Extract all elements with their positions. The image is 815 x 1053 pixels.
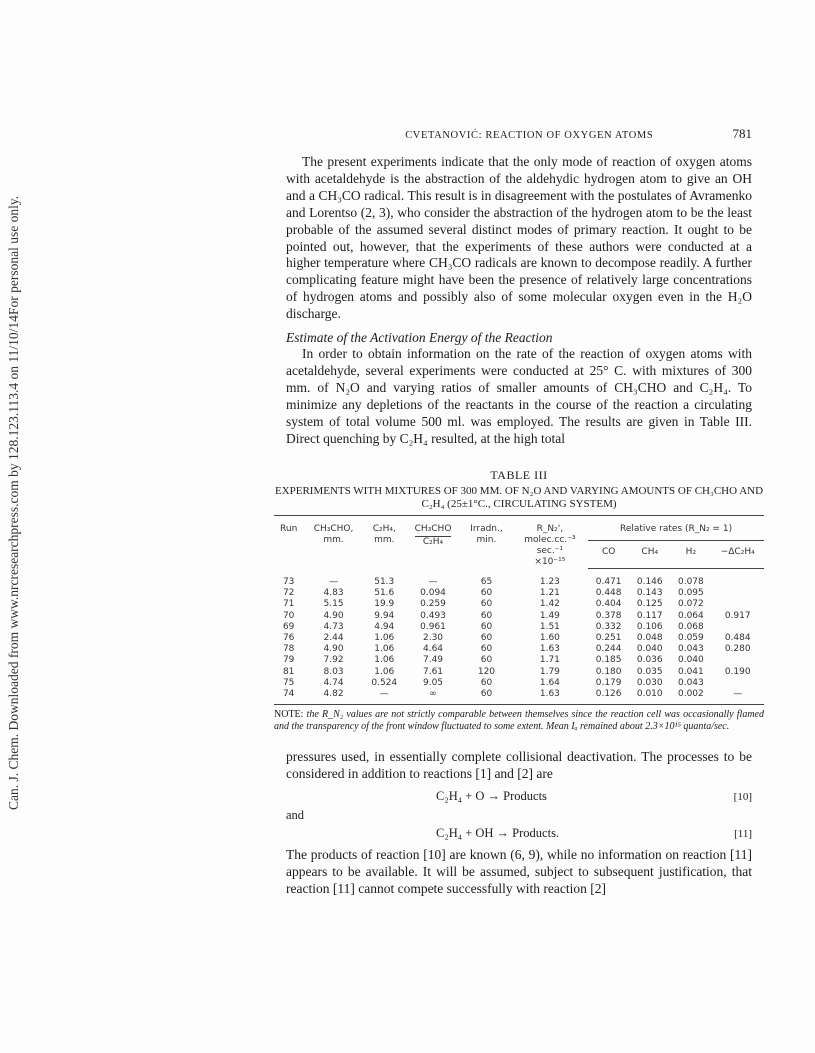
cell-rn2: 1.42 xyxy=(539,599,560,610)
cell-ch3cho: 4.82 xyxy=(303,689,363,705)
cell-ratio: 0.493 xyxy=(420,610,446,621)
equation-11-expr: C₂H₄ + OH → Products. xyxy=(436,826,560,841)
cell-ch4: 0.143 xyxy=(636,588,663,599)
cell-h2: 0.041 xyxy=(677,666,704,677)
equation-10 xyxy=(286,787,752,806)
cell-c2h4: 1.06 xyxy=(374,644,395,655)
table-row xyxy=(274,689,764,705)
col-dc2h4: −ΔC₂H₄ xyxy=(711,541,764,569)
table-caption xyxy=(272,485,766,511)
cell-ch3cho: 7.92 xyxy=(323,655,344,666)
col-rn2: R_N₂', molec.cc.⁻³ sec.⁻¹ ×10⁻¹⁵ xyxy=(512,515,588,569)
cell-ratio: 9.05 xyxy=(422,677,444,688)
cell-irr: 60 xyxy=(480,644,493,655)
cell-irr: 60 xyxy=(480,599,493,610)
cell-irr: 60 xyxy=(480,655,493,666)
cell-h2: 0.043 xyxy=(677,644,704,655)
cell-rn2: 1.49 xyxy=(539,610,560,621)
cell-c2h4: 1.06 xyxy=(374,666,395,677)
and-word: and xyxy=(286,808,305,823)
watermark-line-1: Can. J. Chem. Downloaded from www.nrcresearchpress.com by 128.123.113.4 on 11/10/14 xyxy=(6,315,21,810)
cell-irr: 60 xyxy=(480,621,493,632)
cell-ch4: 0.030 xyxy=(636,677,663,688)
cell-ratio: 0.094 xyxy=(420,588,446,599)
cell-ch3cho: 8.03 xyxy=(323,666,344,677)
section-heading: Estimate of the Activation Energy of the Reaction xyxy=(286,330,553,346)
cell-dc2h4: — xyxy=(711,689,764,705)
cell-dc2h4: 0.280 xyxy=(724,644,751,655)
cell-ch3cho: 2.44 xyxy=(323,633,344,644)
cell-irr: 60 xyxy=(480,633,493,644)
paragraph-4: The products of reaction [10] are known (6, 9), while no information on reaction [11] appears to be available. It will be assumed, subject to subsequent justification, that reaction [11] cannot compete successfully with reaction [2] xyxy=(286,847,752,896)
cell-ch3cho: 4.73 xyxy=(323,621,344,632)
data-table xyxy=(274,515,764,706)
cell-ratio: 0.961 xyxy=(420,621,446,632)
table-row xyxy=(274,633,764,644)
note-label: NOTE: xyxy=(274,709,304,721)
cell-run: 70 xyxy=(282,610,295,621)
cell-c2h4: 19.9 xyxy=(374,599,395,610)
cell-h2: 0.043 xyxy=(677,677,704,688)
table-note xyxy=(274,709,764,733)
col-ratio: $\frac{\text{CH₃CHO}}{\text{C₂H₄}}$ xyxy=(405,515,461,569)
cell-rn2: 1.21 xyxy=(539,588,560,599)
running-header xyxy=(286,126,752,142)
cell-co: 0.404 xyxy=(595,599,622,610)
col-run: Run xyxy=(274,515,303,569)
cell-rn2: 1.64 xyxy=(539,677,560,688)
cell-run: 72 xyxy=(282,588,295,599)
cell-ratio: — xyxy=(428,576,438,587)
table-row xyxy=(274,678,764,689)
table-row xyxy=(274,588,764,599)
note-text: the R_N₂ values are not strictly comparable between themselves since the reaction cell was occasionally flamed and the transparency of the front window fluctuated to some extent. Mean Iₐ remained about 2.3×10¹⁵ quanta/sec. xyxy=(274,709,764,733)
cell-ch3cho: 4.74 xyxy=(323,677,344,688)
cell-dc2h4 xyxy=(711,655,764,666)
cell-ch4: 0.010 xyxy=(629,689,670,705)
cell-run: 78 xyxy=(282,644,295,655)
cell-ratio: 2.30 xyxy=(422,633,444,644)
table-row xyxy=(274,644,764,655)
cell-h2: 0.064 xyxy=(677,610,704,621)
cell-rn2: 1.23 xyxy=(539,576,560,587)
cell-h2: 0.072 xyxy=(677,599,704,610)
cell-rn2: 1.51 xyxy=(539,621,560,632)
cell-run: 74 xyxy=(274,689,303,705)
cell-ratio: 0.259 xyxy=(420,599,446,610)
paragraph-1: The present experiments indicate that the only mode of reaction of oxygen atoms with acetaldehyde is the abstraction of the aldehydic hydrogen atom to give an OH and a CH₃CO radical. This result is in disagreement with the postulates of Avramenko and Lorentso (2, 3), who consider the abstraction of the hydrogen atom to be the least probable of the assumed several distinct modes of primary reaction. It ought to be pointed out, however, that the experiments of these authors were conducted at a higher temperature where CH₃CO radicals are known to decompose readily. A further complicating feature might have been the presence of relatively large concentrations of hydrogen atoms and possibly also of some molecular oxygen even in the H₂O discharge. xyxy=(286,154,752,322)
cell-rn2: 1.63 xyxy=(539,644,560,655)
cell-ch3cho: — xyxy=(329,576,339,587)
cell-c2h4: 51.6 xyxy=(374,588,395,599)
col-group-relative-rates: Relative rates (R_N₂ = 1) xyxy=(588,515,764,541)
cell-ch3cho: 4.90 xyxy=(323,610,344,621)
cell-ch3cho: 4.90 xyxy=(323,644,344,655)
cell-irr: 60 xyxy=(461,689,512,705)
cell-ratio: ∞ xyxy=(405,689,461,705)
cell-h2: 0.078 xyxy=(677,577,704,587)
cell-co: 0.244 xyxy=(595,644,622,655)
cell-ch3cho: 4.83 xyxy=(323,588,344,599)
table-row xyxy=(274,667,764,678)
cell-ch3cho: 5.15 xyxy=(323,599,344,610)
cell-rn2: 1.63 xyxy=(512,689,588,705)
cell-c2h4: 51.3 xyxy=(374,576,395,587)
cell-h2: 0.002 xyxy=(670,689,711,705)
cell-c2h4: 1.06 xyxy=(374,655,395,666)
table-row xyxy=(274,599,764,610)
table-row xyxy=(274,655,764,666)
table-caption-line-2: C₂H₄ (25±1°C., CIRCULATING SYSTEM) xyxy=(421,497,617,510)
cell-co: 0.179 xyxy=(595,677,622,688)
cell-ch4: 0.146 xyxy=(636,577,663,587)
cell-dc2h4: 0.190 xyxy=(724,666,751,677)
cell-ratio: 7.49 xyxy=(422,655,444,666)
col-ch3cho: CH₃CHO, mm. xyxy=(303,515,363,569)
cell-h2: 0.059 xyxy=(677,633,704,644)
cell-rn2: 1.60 xyxy=(539,633,560,644)
cell-co: 0.471 xyxy=(595,577,622,587)
cell-co: 0.378 xyxy=(595,610,622,621)
equation-10-number: [10] xyxy=(733,791,752,804)
col-c2h4: C₂H₄, mm. xyxy=(364,515,405,569)
cell-ch4: 0.040 xyxy=(636,644,663,655)
cell-h2: 0.095 xyxy=(677,588,704,599)
cell-ch4: 0.036 xyxy=(636,655,663,666)
equation-10-expr: C₂H₄ + O → Products xyxy=(436,789,547,804)
cell-dc2h4 xyxy=(711,569,764,589)
cell-dc2h4 xyxy=(711,588,764,599)
cell-run: 69 xyxy=(282,621,295,632)
col-co: CO xyxy=(588,541,629,569)
watermark-line-2: For personal use only. xyxy=(6,195,21,316)
col-h2: H₂ xyxy=(670,541,711,569)
cell-c2h4: — xyxy=(364,689,405,705)
table-row xyxy=(274,622,764,633)
table-row xyxy=(274,611,764,622)
table-title: TABLE III xyxy=(490,467,548,482)
cell-ch4: 0.035 xyxy=(636,666,663,677)
cell-ch4: 0.125 xyxy=(636,599,663,610)
cell-co: 0.448 xyxy=(595,588,622,599)
cell-c2h4: 9.94 xyxy=(374,610,395,621)
cell-c2h4: 4.94 xyxy=(374,621,395,632)
cell-c2h4: 1.06 xyxy=(374,633,395,644)
cell-h2: 0.068 xyxy=(677,621,704,632)
cell-irr: 60 xyxy=(480,677,493,688)
cell-run: 71 xyxy=(282,599,295,610)
cell-run: 75 xyxy=(282,677,295,688)
cell-co: 0.251 xyxy=(595,633,622,644)
cell-ratio: 7.61 xyxy=(422,666,444,677)
cell-irr: 60 xyxy=(480,610,493,621)
cell-co: 0.180 xyxy=(595,666,622,677)
download-watermark xyxy=(6,195,22,810)
cell-co: 0.126 xyxy=(588,689,629,705)
cell-dc2h4 xyxy=(711,622,764,633)
cell-dc2h4 xyxy=(711,599,764,610)
equation-11 xyxy=(286,824,752,843)
cell-run: 79 xyxy=(282,655,295,666)
page-number: 781 xyxy=(732,126,752,141)
cell-rn2: 1.71 xyxy=(539,655,560,666)
cell-run: 76 xyxy=(282,633,295,644)
cell-irr: 60 xyxy=(480,588,493,599)
cell-dc2h4: 0.917 xyxy=(724,610,751,621)
cell-dc2h4 xyxy=(711,678,764,689)
cell-run: 81 xyxy=(282,666,295,677)
cell-ch4: 0.106 xyxy=(636,621,663,632)
col-ch4: CH₄ xyxy=(629,541,670,569)
and-line xyxy=(286,806,752,824)
cell-irr: 65 xyxy=(480,576,493,587)
cell-ch4: 0.048 xyxy=(636,633,663,644)
equation-11-number: [11] xyxy=(734,828,752,841)
cell-ratio: 4.64 xyxy=(422,644,444,655)
journal-page xyxy=(274,126,764,898)
paragraph-2: In order to obtain information on the rate of the reaction of oxygen atoms with acetaldehyde, several experiments were conducted at 25° C. with mixtures of 300 mm. of N₂O and varying ratios of smaller amounts of CH₃CHO and C₂H₄. To minimize any depletions of the reactants in the course of the reaction a circulating system of total volume 500 ml. was employed. The results are given in Table III. Direct quenching by C₂H₄ resulted, at the high total xyxy=(286,346,752,446)
cell-run: 73 xyxy=(282,576,295,587)
cell-co: 0.185 xyxy=(595,655,622,666)
col-irradiation: Irradn., min. xyxy=(461,515,512,569)
table-caption-line-1: EXPERIMENTS WITH MIXTURES OF 300 MM. OF N₂O AND VARYING AMOUNTS OF CH₃CHO AND xyxy=(274,484,764,497)
running-title: CVETANOVIĆ: REACTION OF OXYGEN ATOMS xyxy=(405,130,654,141)
paragraph-3: pressures used, in essentially complete collisional deactivation. The processes to be considered in addition to reactions [1] and [2] are xyxy=(286,749,752,782)
cell-ch4: 0.117 xyxy=(636,610,663,621)
cell-c2h4: 0.524 xyxy=(371,677,398,688)
cell-dc2h4: 0.484 xyxy=(724,633,751,644)
cell-h2: 0.040 xyxy=(677,655,704,666)
cell-rn2: 1.79 xyxy=(539,666,560,677)
cell-co: 0.332 xyxy=(595,621,622,632)
cell-irr: 120 xyxy=(477,666,496,677)
table-row xyxy=(274,569,764,589)
